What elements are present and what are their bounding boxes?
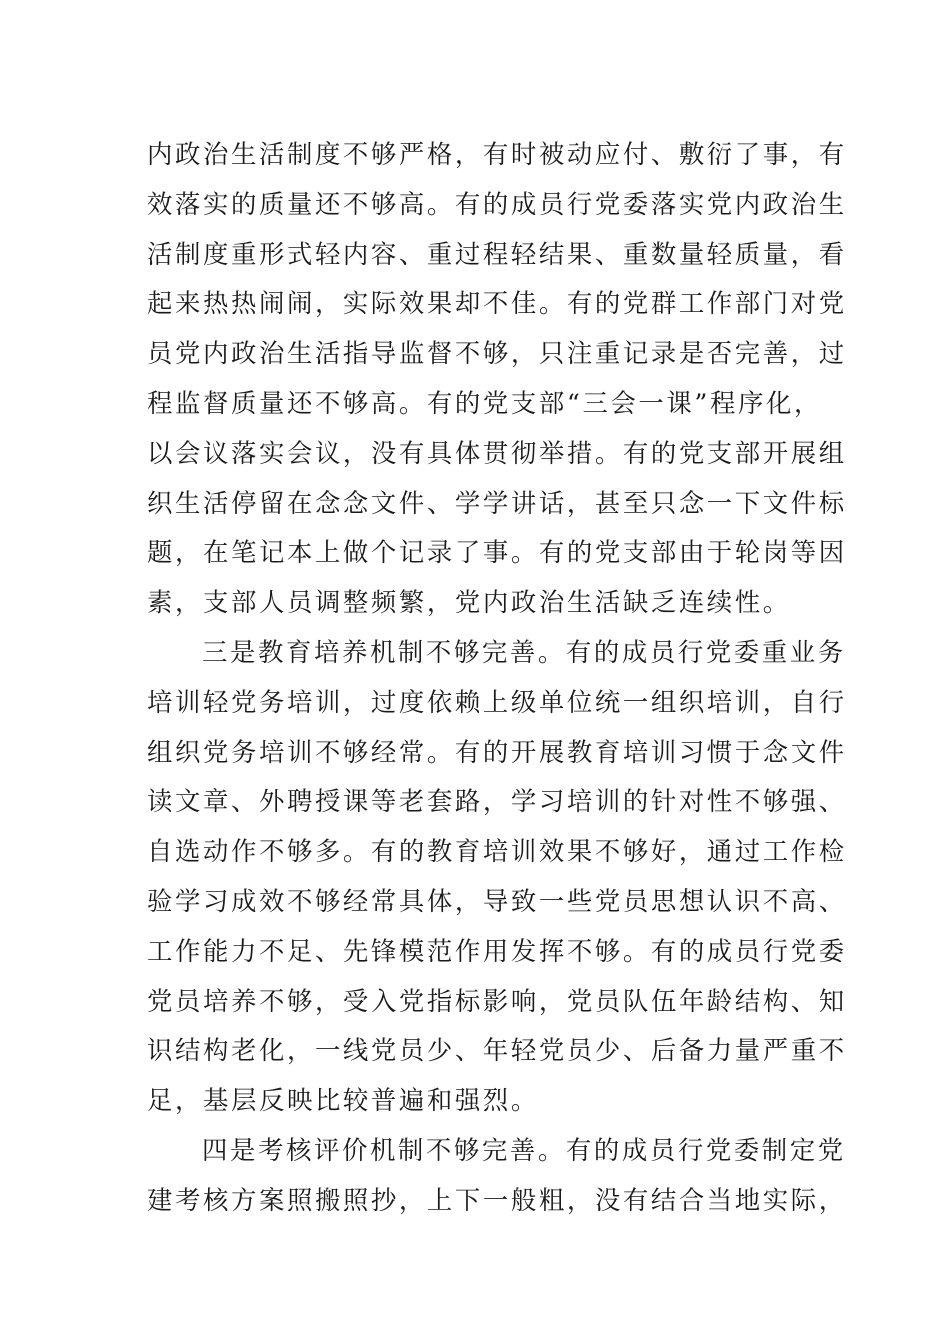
text-line: 效落实的质量还不够高。有的成员行党委落实党内政治生 xyxy=(147,188,847,219)
text-line: 读文章、外聘授课等老套路，学习培训的针对性不够强、 xyxy=(147,786,847,817)
text-line: 党员培养不够，受入党指标影响，党员队伍年龄结构、知 xyxy=(147,985,847,1016)
text-line: 以会议落实会议，没有具体贯彻举措。有的党支部开展组 xyxy=(147,437,847,468)
text-line: 足，基层反映比较普遍和强烈。 xyxy=(147,1085,539,1116)
text-line: 内政治生活制度不够严格，有时被动应付、敷衍了事，有 xyxy=(147,139,847,169)
document-body xyxy=(147,130,847,1226)
text-line: 题，在笔记本上做个记录了事。有的党支部由于轮岗等因 xyxy=(147,537,847,568)
text-line: 培训轻党务培训，过度依赖上级单位统一组织培训，自行 xyxy=(147,686,847,717)
paragraph-start-line: 三是教育培养机制不够完善。有的成员行党委重业务 xyxy=(202,636,846,667)
text-line: 程监督质量还不够高。有的党支部“三会一课”程序化， xyxy=(147,387,822,418)
text-line: 素，支部人员调整频繁，党内政治生活缺乏连续性。 xyxy=(147,587,791,618)
text-line: 识结构老化，一线党员少、年轻党员少、后备力量严重不 xyxy=(147,1035,847,1066)
text-line: 组织党务培训不够经常。有的开展教育培训习惯于念文件 xyxy=(147,736,847,767)
text-line: 起来热热闹闹，实际效果却不佳。有的党群工作部门对党 xyxy=(147,288,847,319)
text-line: 验学习成效不够经常具体，导致一些党员思想认识不高、 xyxy=(147,885,847,916)
text-line: 建考核方案照搬照抄，上下一般粗，没有结合当地实际， xyxy=(147,1184,847,1215)
paragraph-start-line: 四是考核评价机制不够完善。有的成员行党委制定党 xyxy=(202,1134,846,1165)
text-line: 活制度重形式轻内容、重过程轻结果、重数量轻质量，看 xyxy=(147,238,847,269)
text-line: 自选动作不够多。有的教育培训效果不够好，通过工作检 xyxy=(147,836,847,867)
text-line: 工作能力不足、先锋模范作用发挥不够。有的成员行党委 xyxy=(147,935,847,966)
text-line: 员党内政治生活指导监督不够，只注重记录是否完善，过 xyxy=(147,338,847,369)
text-line: 织生活停留在念念文件、学学讲话，甚至只念一下文件标 xyxy=(147,487,847,518)
